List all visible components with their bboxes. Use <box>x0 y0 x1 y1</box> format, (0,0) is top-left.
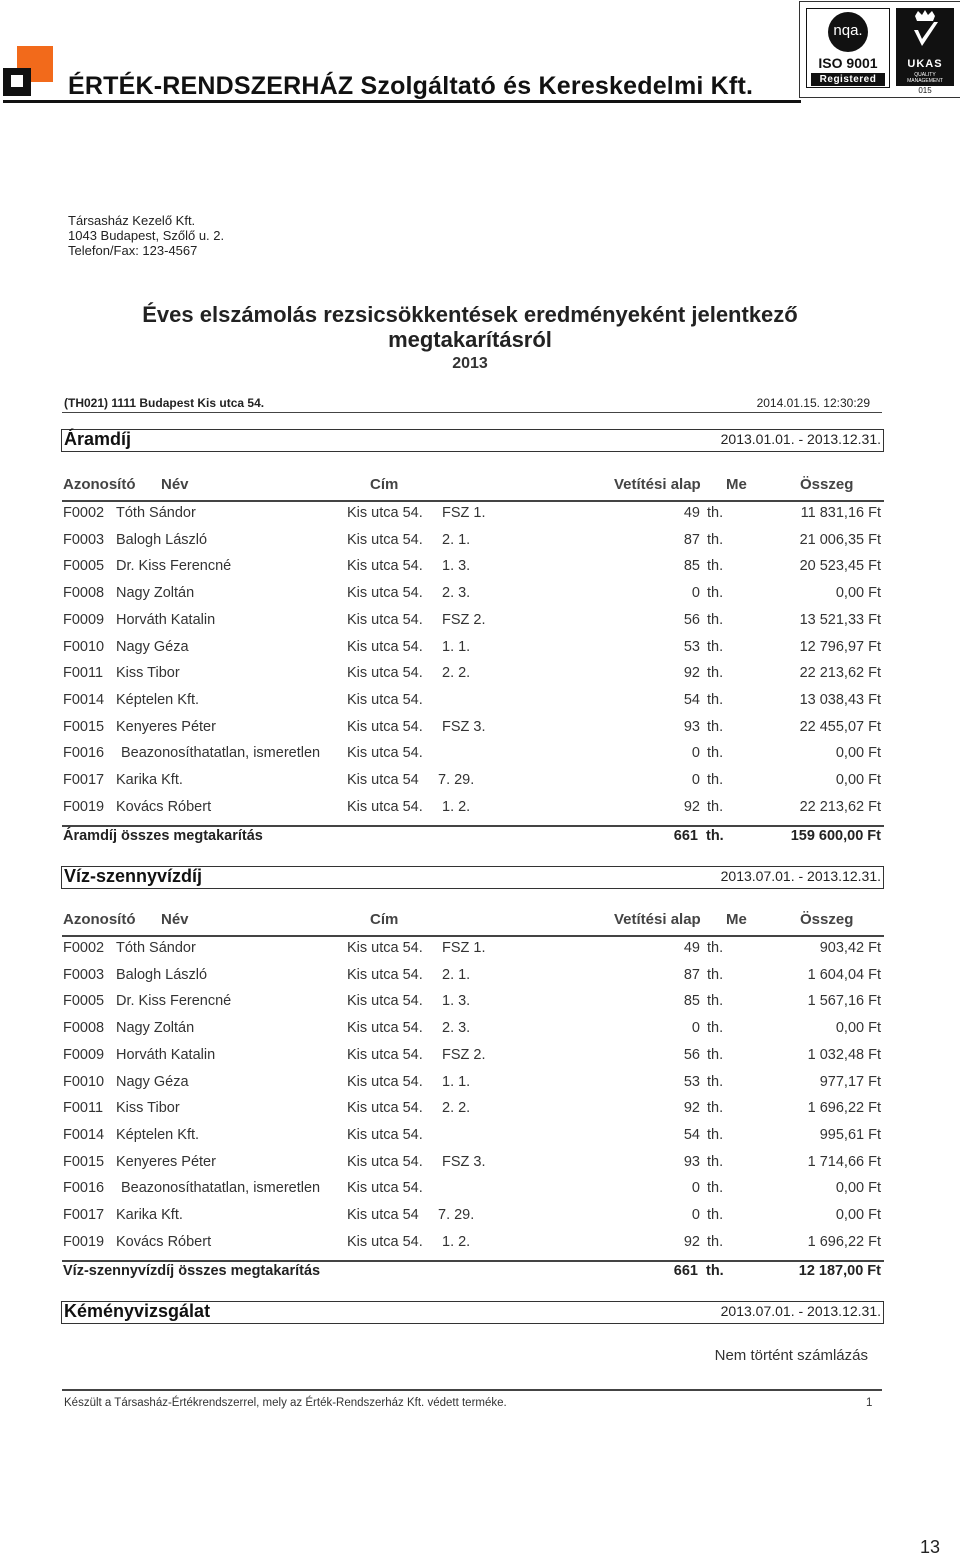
page-number: 13 <box>919 1537 940 1557</box>
row-me: th. <box>707 1180 724 1196</box>
row-amount: 13 038,43 Ft <box>799 692 881 708</box>
row-base: 0 <box>691 772 700 788</box>
section-header-viz <box>61 866 884 889</box>
row-id: F0009 <box>63 612 105 628</box>
row-street: Kis utca 54. <box>347 1047 423 1063</box>
row-me: th. <box>707 532 724 548</box>
row-base: 92 <box>683 799 700 815</box>
row-street: Kis utca 54. <box>347 1127 423 1143</box>
ukas-label: UKAS <box>907 58 943 70</box>
row-id: F0014 <box>63 1127 105 1143</box>
row-base: 85 <box>683 558 700 574</box>
row-id: F0019 <box>63 799 105 815</box>
row-me: th. <box>707 585 724 601</box>
col-head-unit: Me <box>726 476 747 493</box>
company-logo-black-square <box>3 68 31 96</box>
nqa-logo: nqa. <box>828 12 868 52</box>
row-me: th. <box>707 1127 724 1143</box>
col-head-name: Név <box>161 911 189 928</box>
row-me: th. <box>707 1154 724 1170</box>
row-id: F0011 <box>63 1100 104 1116</box>
row-unit-no: FSZ 1. <box>442 940 486 956</box>
row-id: F0016 <box>63 1180 105 1196</box>
row-me: th. <box>707 1020 724 1036</box>
section-period: 2013.07.01. - 2013.12.31. <box>720 868 881 884</box>
row-base: 0 <box>691 745 700 761</box>
row-me: th. <box>707 799 724 815</box>
row-amount: 1 696,22 Ft <box>807 1234 881 1250</box>
col-head-base: Vetítési alap <box>614 476 701 493</box>
building-info: (TH021) 1111 Budapest Kis utca 54. <box>64 396 265 410</box>
row-unit-no: 1. 2. <box>442 1234 471 1250</box>
no-billing-note: Nem történt számlázás <box>714 1347 868 1364</box>
row-id: F0002 <box>63 505 105 521</box>
manager-name: Társasház Kezelő Kft. <box>68 213 196 228</box>
row-street: Kis utca 54. <box>347 967 423 983</box>
row-unit-no: 7. 29. <box>438 1207 475 1223</box>
row-id: F0016 <box>63 745 105 761</box>
row-base: 56 <box>683 1047 700 1063</box>
report-timestamp: 2014.01.15. 12:30:29 <box>756 396 870 410</box>
row-street: Kis utca 54. <box>347 799 423 815</box>
row-street: Kis utca 54. <box>347 612 423 628</box>
col-head-id: Azonosító <box>63 476 136 493</box>
total-amount: 12 187,00 Ft <box>798 1263 881 1279</box>
col-head-amount: Összeg <box>800 476 854 493</box>
row-me: th. <box>707 967 724 983</box>
row-name: Horváth Katalin <box>116 612 216 628</box>
row-amount: 13 521,33 Ft <box>799 612 881 628</box>
row-unit-no: 2. 2. <box>442 1100 471 1116</box>
row-id: F0009 <box>63 1047 105 1063</box>
row-amount: 21 006,35 Ft <box>799 532 881 548</box>
row-id: F0002 <box>63 940 105 956</box>
row-street: Kis utca 54. <box>347 1234 423 1250</box>
row-name: Beazonosíthatatlan, ismeretlen <box>121 745 321 761</box>
row-base: 53 <box>683 1074 700 1090</box>
row-id: F0005 <box>63 993 105 1009</box>
row-street: Kis utca 54. <box>347 1074 423 1090</box>
ukas-number: 015 <box>918 86 932 95</box>
manager-phone: Telefon/Fax: 123-4567 <box>68 243 198 258</box>
row-base: 87 <box>683 967 700 983</box>
row-amount: 0,00 Ft <box>835 1180 881 1196</box>
row-amount: 1 696,22 Ft <box>807 1100 881 1116</box>
row-street: Kis utca 54. <box>347 665 423 681</box>
row-amount: 12 796,97 Ft <box>799 639 881 655</box>
row-street: Kis utca 54. <box>347 1100 423 1116</box>
total-unit: th. <box>706 1263 724 1279</box>
section-title: Kéményvizsgálat <box>64 1301 211 1321</box>
row-id: F0014 <box>63 692 105 708</box>
col-head-name: Név <box>161 476 189 493</box>
total-label: Áramdíj összes megtakarítás <box>63 828 263 844</box>
row-name: Karika Kft. <box>116 772 183 788</box>
ukas-sublabel: QUALITY MANAGEMENT <box>907 72 943 84</box>
section-title: Áramdíj <box>64 429 132 449</box>
row-unit-no: 1. 3. <box>442 558 471 574</box>
row-id: F0003 <box>63 532 105 548</box>
row-base: 93 <box>683 1154 700 1170</box>
row-amount: 22 455,07 Ft <box>799 719 881 735</box>
col-head-address: Cím <box>370 476 399 493</box>
row-me: th. <box>707 940 724 956</box>
row-unit-no: 1. 1. <box>442 1074 471 1090</box>
row-id: F0017 <box>63 772 105 788</box>
row-name: Tóth Sándor <box>116 940 196 956</box>
row-unit-no: 1. 3. <box>442 993 471 1009</box>
total-base: 661 <box>673 828 698 844</box>
row-unit-no: 1. 1. <box>442 639 471 655</box>
row-me: th. <box>707 639 724 655</box>
row-name: Nagy Géza <box>116 1074 189 1090</box>
row-street: Kis utca 54. <box>347 532 423 548</box>
row-amount: 22 213,62 Ft <box>799 799 881 815</box>
row-street: Kis utca 54. <box>347 940 423 956</box>
row-street: Kis utca 54. <box>347 505 423 521</box>
row-amount: 0,00 Ft <box>835 745 881 761</box>
row-me: th. <box>707 665 724 681</box>
row-base: 54 <box>683 1127 700 1143</box>
row-amount: 20 523,45 Ft <box>799 558 881 574</box>
row-amount: 0,00 Ft <box>835 772 881 788</box>
row-unit-no: 2. 3. <box>442 585 471 601</box>
row-me: th. <box>707 505 724 521</box>
row-street: Kis utca 54. <box>347 1180 423 1196</box>
row-base: 92 <box>683 665 700 681</box>
row-id: F0019 <box>63 1234 105 1250</box>
row-name: Karika Kft. <box>116 1207 183 1223</box>
registered-label: Registered <box>811 73 885 86</box>
row-id: F0008 <box>63 1020 105 1036</box>
total-label: Víz-szennyvízdíj összes megtakarítás <box>63 1263 321 1279</box>
row-name: Nagy Zoltán <box>116 1020 195 1036</box>
row-name: Tóth Sándor <box>116 505 196 521</box>
row-name: Balogh László <box>116 532 208 548</box>
row-amount: 1 032,48 Ft <box>807 1047 881 1063</box>
row-base: 0 <box>691 1207 700 1223</box>
row-id: F0008 <box>63 585 105 601</box>
col-head-id: Azonosító <box>63 911 136 928</box>
row-name: Nagy Zoltán <box>116 585 195 601</box>
row-unit-no: FSZ 2. <box>442 1047 486 1063</box>
row-base: 53 <box>683 639 700 655</box>
row-id: F0010 <box>63 1074 105 1090</box>
row-street: Kis utca 54. <box>347 558 423 574</box>
company-name: ÉRTÉK-RENDSZERHÁZ Szolgáltató és Kereskedelmi Kft. <box>68 72 754 100</box>
col-head-address: Cím <box>370 911 399 928</box>
col-head-base: Vetítési alap <box>614 911 701 928</box>
total-divider <box>62 1260 884 1262</box>
certification-logos <box>799 1 960 98</box>
row-amount: 1 567,16 Ft <box>807 993 881 1009</box>
row-me: th. <box>707 612 724 628</box>
row-unit-no: FSZ 1. <box>442 505 486 521</box>
row-id: F0011 <box>63 665 104 681</box>
total-divider <box>62 825 884 827</box>
row-base: 85 <box>683 993 700 1009</box>
footer-divider <box>62 1389 882 1391</box>
row-amount: 0,00 Ft <box>835 1207 881 1223</box>
row-base: 0 <box>691 585 700 601</box>
row-street: Kis utca 54. <box>347 745 423 761</box>
row-base: 0 <box>691 1020 700 1036</box>
row-me: th. <box>707 1100 724 1116</box>
report-footer: Készült a Társasház-Értékrendszerrel, mely az Érték-Rendszerház Kft. védett terméke. <box>64 1397 507 1409</box>
row-amount: 977,17 Ft <box>819 1074 881 1090</box>
row-base: 92 <box>683 1234 700 1250</box>
row-me: th. <box>707 1234 724 1250</box>
row-me: th. <box>707 719 724 735</box>
row-me: th. <box>707 1074 724 1090</box>
row-name: Képtelen Kft. <box>116 1127 200 1143</box>
row-name: Dr. Kiss Ferencné <box>116 558 232 574</box>
report-title-line2: megtakarításról <box>388 327 552 352</box>
row-id: F0015 <box>63 719 105 735</box>
row-me: th. <box>707 558 724 574</box>
row-unit-no: FSZ 3. <box>442 719 486 735</box>
row-name: Balogh László <box>116 967 208 983</box>
row-unit-no: 2. 2. <box>442 665 471 681</box>
section-title: Víz-szennyvízdíj <box>64 866 203 886</box>
manager-address: 1043 Budapest, Szőlő u. 2. <box>68 228 225 243</box>
row-unit-no: 1. 2. <box>442 799 471 815</box>
row-street: Kis utca 54. <box>347 993 423 1009</box>
row-name: Horváth Katalin <box>116 1047 216 1063</box>
row-amount: 903,42 Ft <box>819 940 881 956</box>
row-name: Kenyeres Péter <box>116 1154 216 1170</box>
row-name: Beazonosíthatatlan, ismeretlen <box>121 1180 321 1196</box>
row-base: 93 <box>683 719 700 735</box>
row-id: F0017 <box>63 1207 105 1223</box>
row-street: Kis utca 54. <box>347 639 423 655</box>
report-page-number: 1 <box>866 1397 873 1409</box>
row-me: th. <box>707 1047 724 1063</box>
row-name: Kiss Tibor <box>116 1100 180 1116</box>
row-amount: 22 213,62 Ft <box>799 665 881 681</box>
row-me: th. <box>707 993 724 1009</box>
meta-divider <box>62 412 882 413</box>
row-unit-no: 2. 3. <box>442 1020 471 1036</box>
row-amount: 0,00 Ft <box>835 585 881 601</box>
row-amount: 0,00 Ft <box>835 1020 881 1036</box>
row-name: Kiss Tibor <box>116 665 180 681</box>
section-period: 2013.01.01. - 2013.12.31. <box>720 431 881 447</box>
row-id: F0015 <box>63 1154 105 1170</box>
total-amount: 159 600,00 Ft <box>790 828 881 844</box>
row-name: Nagy Géza <box>116 639 189 655</box>
crown-check-icon <box>896 8 954 56</box>
row-name: Kovács Róbert <box>116 1234 212 1250</box>
row-me: th. <box>707 745 724 761</box>
row-street: Kis utca 54. <box>347 585 423 601</box>
row-street: Kis utca 54. <box>347 719 423 735</box>
row-me: th. <box>707 772 724 788</box>
row-id: F0003 <box>63 967 105 983</box>
row-amount: 1 604,04 Ft <box>807 967 881 983</box>
row-unit-no: 7. 29. <box>438 772 475 788</box>
col-head-amount: Összeg <box>800 911 854 928</box>
row-unit-no: FSZ 3. <box>442 1154 486 1170</box>
row-base: 87 <box>683 532 700 548</box>
row-amount: 995,61 Ft <box>819 1127 881 1143</box>
col-head-unit: Me <box>726 911 747 928</box>
row-base: 0 <box>691 1180 700 1196</box>
section-header-kemeny <box>61 1301 884 1324</box>
header-divider <box>3 100 801 103</box>
col-head-divider <box>62 935 884 937</box>
row-unit-no: 2. 1. <box>442 967 471 983</box>
row-street: Kis utca 54. <box>347 1154 423 1170</box>
row-name: Képtelen Kft. <box>116 692 200 708</box>
row-base: 56 <box>683 612 700 628</box>
section-period: 2013.07.01. - 2013.12.31. <box>720 1303 881 1319</box>
row-base: 49 <box>683 940 700 956</box>
section-header-aramdij <box>61 429 884 452</box>
row-id: F0010 <box>63 639 105 655</box>
row-base: 54 <box>683 692 700 708</box>
row-amount: 1 714,66 Ft <box>807 1154 881 1170</box>
ukas-badge <box>896 8 954 86</box>
row-me: th. <box>707 1207 724 1223</box>
report-year: 2013 <box>452 355 488 372</box>
iso-label: ISO 9001 <box>818 55 878 71</box>
total-base: 661 <box>673 1263 698 1279</box>
row-amount: 11 831,16 Ft <box>800 505 881 521</box>
report-title-line1: Éves elszámolás rezsicsökkentések eredményeként jelentkező <box>142 302 798 327</box>
row-unit-no: 2. 1. <box>442 532 471 548</box>
total-unit: th. <box>706 828 724 844</box>
row-id: F0005 <box>63 558 105 574</box>
row-name: Kenyeres Péter <box>116 719 216 735</box>
col-head-divider <box>62 500 884 502</box>
row-name: Dr. Kiss Ferencné <box>116 993 232 1009</box>
row-street: Kis utca 54 <box>347 1207 419 1223</box>
row-base: 49 <box>683 505 700 521</box>
row-unit-no: FSZ 2. <box>442 612 486 628</box>
row-me: th. <box>707 692 724 708</box>
iso-9001-badge <box>806 8 890 88</box>
row-name: Kovács Róbert <box>116 799 212 815</box>
row-street: Kis utca 54. <box>347 692 423 708</box>
row-street: Kis utca 54. <box>347 1020 423 1036</box>
row-street: Kis utca 54 <box>347 772 419 788</box>
row-base: 92 <box>683 1100 700 1116</box>
